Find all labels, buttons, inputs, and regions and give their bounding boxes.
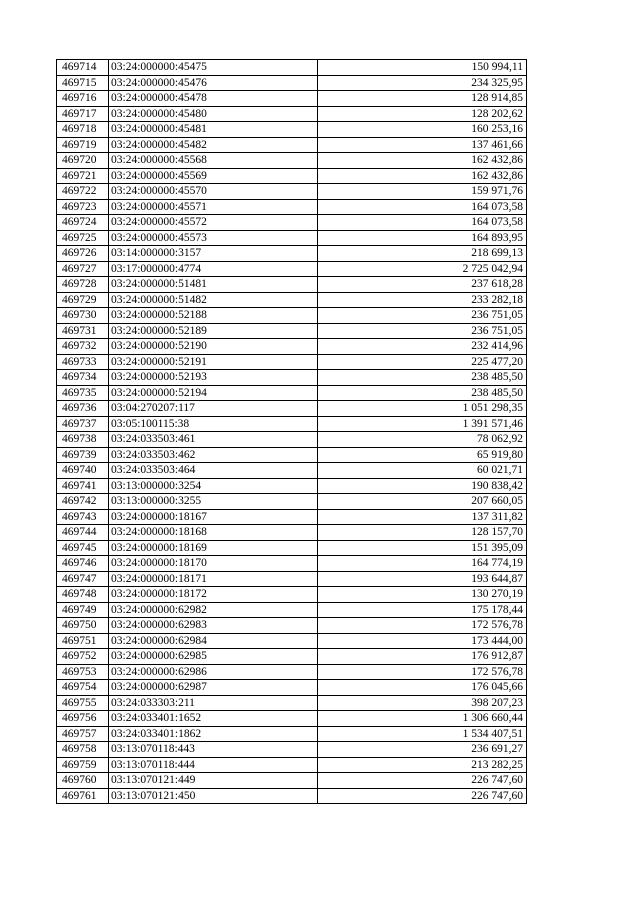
cadastral-number-cell: 03:24:000000:45569 (109, 168, 318, 184)
value-cell: 128 157,70 (318, 525, 527, 541)
row-number-cell: 469756 (57, 711, 109, 727)
value-cell: 238 485,50 (318, 385, 527, 401)
row-number-cell: 469714 (57, 60, 109, 76)
value-cell: 162 432,86 (318, 168, 527, 184)
table-row (57, 370, 527, 386)
cadastral-number-cell: 03:24:033503:464 (109, 463, 318, 479)
value-cell: 172 576,78 (318, 618, 527, 634)
cadastral-number-cell: 03:24:000000:18168 (109, 525, 318, 541)
row-number-cell: 469724 (57, 215, 109, 231)
table-row (57, 230, 527, 246)
row-number-cell: 469757 (57, 726, 109, 742)
value-cell: 137 461,66 (318, 137, 527, 153)
cadastral-number-cell: 03:24:000000:62984 (109, 633, 318, 649)
row-number-cell: 469731 (57, 323, 109, 339)
table-row (57, 385, 527, 401)
cadastral-number-cell: 03:13:000000:3255 (109, 494, 318, 510)
table-row (57, 757, 527, 773)
value-cell: 176 045,66 (318, 680, 527, 696)
value-cell: 128 914,85 (318, 91, 527, 107)
table-row (57, 401, 527, 417)
value-cell: 78 062,92 (318, 432, 527, 448)
cadastral-number-cell: 03:24:000000:52188 (109, 308, 318, 324)
row-number-cell: 469746 (57, 556, 109, 572)
cadastral-number-cell: 03:13:070121:449 (109, 773, 318, 789)
row-number-cell: 469736 (57, 401, 109, 417)
table-row (57, 618, 527, 634)
value-cell: 151 395,09 (318, 540, 527, 556)
value-cell: 232 414,96 (318, 339, 527, 355)
value-cell: 236 751,05 (318, 323, 527, 339)
cadastral-number-cell: 03:24:000000:51481 (109, 277, 318, 293)
value-cell: 164 073,58 (318, 215, 527, 231)
table-row (57, 153, 527, 169)
value-cell: 130 270,19 (318, 587, 527, 603)
table-row (57, 75, 527, 91)
row-number-cell: 469760 (57, 773, 109, 789)
row-number-cell: 469734 (57, 370, 109, 386)
table-row (57, 695, 527, 711)
table-row (57, 494, 527, 510)
table-row (57, 122, 527, 138)
row-number-cell: 469735 (57, 385, 109, 401)
table-row (57, 556, 527, 572)
row-number-cell: 469729 (57, 292, 109, 308)
value-cell: 1 051 298,35 (318, 401, 527, 417)
row-number-cell: 469739 (57, 447, 109, 463)
cadastral-number-cell: 03:24:000000:52194 (109, 385, 318, 401)
cadastral-number-cell: 03:24:033401:1652 (109, 711, 318, 727)
table-row (57, 788, 527, 804)
table-row (57, 292, 527, 308)
row-number-cell: 469750 (57, 618, 109, 634)
cadastral-number-cell: 03:13:070118:444 (109, 757, 318, 773)
value-cell: 234 325,95 (318, 75, 527, 91)
cadastral-number-cell: 03:13:000000:3254 (109, 478, 318, 494)
row-number-cell: 469721 (57, 168, 109, 184)
row-number-cell: 469723 (57, 199, 109, 215)
value-cell: 150 994,11 (318, 60, 527, 76)
row-number-cell: 469733 (57, 354, 109, 370)
row-number-cell: 469751 (57, 633, 109, 649)
table-row (57, 587, 527, 603)
value-cell: 172 576,78 (318, 664, 527, 680)
table-row (57, 773, 527, 789)
row-number-cell: 469755 (57, 695, 109, 711)
cadastral-number-cell: 03:24:000000:62982 (109, 602, 318, 618)
table-row (57, 277, 527, 293)
row-number-cell: 469745 (57, 540, 109, 556)
table-row (57, 726, 527, 742)
cadastral-number-cell: 03:05:100115:38 (109, 416, 318, 432)
table-row (57, 571, 527, 587)
value-cell: 175 178,44 (318, 602, 527, 618)
row-number-cell: 469744 (57, 525, 109, 541)
row-number-cell: 469730 (57, 308, 109, 324)
row-number-cell: 469737 (57, 416, 109, 432)
table-row (57, 308, 527, 324)
cadastral-number-cell: 03:13:070118:443 (109, 742, 318, 758)
table-row (57, 525, 527, 541)
table-row (57, 354, 527, 370)
cadastral-number-cell: 03:24:000000:18167 (109, 509, 318, 525)
cadastral-number-cell: 03:24:000000:52193 (109, 370, 318, 386)
cadastral-number-cell: 03:24:000000:62985 (109, 649, 318, 665)
row-number-cell: 469761 (57, 788, 109, 804)
value-cell: 238 485,50 (318, 370, 527, 386)
table-row (57, 168, 527, 184)
table-row (57, 478, 527, 494)
table-row (57, 633, 527, 649)
value-cell: 164 893,95 (318, 230, 527, 246)
table-row (57, 680, 527, 696)
value-cell: 213 282,25 (318, 757, 527, 773)
cadastral-number-cell: 03:24:000000:45480 (109, 106, 318, 122)
cadastral-number-cell: 03:24:000000:45481 (109, 122, 318, 138)
cadastral-number-cell: 03:24:000000:45475 (109, 60, 318, 76)
value-cell: 218 699,13 (318, 246, 527, 262)
cadastral-number-cell: 03:24:000000:51482 (109, 292, 318, 308)
row-number-cell: 469743 (57, 509, 109, 525)
value-cell: 160 253,16 (318, 122, 527, 138)
cadastral-number-cell: 03:24:000000:52190 (109, 339, 318, 355)
row-number-cell: 469752 (57, 649, 109, 665)
table-row (57, 323, 527, 339)
row-number-cell: 469753 (57, 664, 109, 680)
value-cell: 128 202,62 (318, 106, 527, 122)
value-cell: 226 747,60 (318, 773, 527, 789)
value-cell: 207 660,05 (318, 494, 527, 510)
cadastral-number-cell: 03:24:000000:62983 (109, 618, 318, 634)
value-cell: 162 432,86 (318, 153, 527, 169)
table-row (57, 447, 527, 463)
table-row (57, 463, 527, 479)
table-row (57, 509, 527, 525)
row-number-cell: 469732 (57, 339, 109, 355)
value-cell: 137 311,82 (318, 509, 527, 525)
cadastral-value-table (56, 59, 527, 804)
cadastral-number-cell: 03:24:000000:62987 (109, 680, 318, 696)
table-row (57, 711, 527, 727)
value-cell: 65 919,80 (318, 447, 527, 463)
row-number-cell: 469742 (57, 494, 109, 510)
row-number-cell: 469726 (57, 246, 109, 262)
value-cell: 226 747,60 (318, 788, 527, 804)
row-number-cell: 469740 (57, 463, 109, 479)
row-number-cell: 469715 (57, 75, 109, 91)
table-row (57, 184, 527, 200)
row-number-cell: 469725 (57, 230, 109, 246)
cadastral-number-cell: 03:04:270207:117 (109, 401, 318, 417)
value-cell: 164 073,58 (318, 199, 527, 215)
cadastral-number-cell: 03:24:000000:18171 (109, 571, 318, 587)
cadastral-number-cell: 03:24:000000:45476 (109, 75, 318, 91)
row-number-cell: 469741 (57, 478, 109, 494)
table-row (57, 664, 527, 680)
row-number-cell: 469754 (57, 680, 109, 696)
table-row (57, 540, 527, 556)
value-cell: 2 725 042,94 (318, 261, 527, 277)
value-cell: 237 618,28 (318, 277, 527, 293)
table-row (57, 339, 527, 355)
table-body (57, 60, 527, 804)
row-number-cell: 469718 (57, 122, 109, 138)
value-cell: 236 691,27 (318, 742, 527, 758)
cadastral-number-cell: 03:24:000000:45482 (109, 137, 318, 153)
cadastral-number-cell: 03:24:033503:461 (109, 432, 318, 448)
cadastral-number-cell: 03:24:000000:52191 (109, 354, 318, 370)
row-number-cell: 469720 (57, 153, 109, 169)
table-row (57, 137, 527, 153)
table-row (57, 246, 527, 262)
value-cell: 1 306 660,44 (318, 711, 527, 727)
value-cell: 1 534 407,51 (318, 726, 527, 742)
value-cell: 60 021,71 (318, 463, 527, 479)
cadastral-number-cell: 03:24:033401:1862 (109, 726, 318, 742)
row-number-cell: 469719 (57, 137, 109, 153)
table-row (57, 60, 527, 76)
table-row (57, 602, 527, 618)
cadastral-number-cell: 03:14:000000:3157 (109, 246, 318, 262)
value-cell: 164 774,19 (318, 556, 527, 572)
value-cell: 398 207,23 (318, 695, 527, 711)
row-number-cell: 469738 (57, 432, 109, 448)
value-cell: 173 444,00 (318, 633, 527, 649)
table-row (57, 649, 527, 665)
value-cell: 1 391 571,46 (318, 416, 527, 432)
value-cell: 159 971,76 (318, 184, 527, 200)
table-row (57, 91, 527, 107)
table-row (57, 215, 527, 231)
cadastral-number-cell: 03:24:000000:45571 (109, 199, 318, 215)
row-number-cell: 469727 (57, 261, 109, 277)
table-row (57, 416, 527, 432)
table-row (57, 261, 527, 277)
row-number-cell: 469748 (57, 587, 109, 603)
table-row (57, 742, 527, 758)
value-cell: 193 644,87 (318, 571, 527, 587)
row-number-cell: 469747 (57, 571, 109, 587)
cadastral-number-cell: 03:24:000000:45478 (109, 91, 318, 107)
cadastral-number-cell: 03:24:000000:18169 (109, 540, 318, 556)
value-cell: 225 477,20 (318, 354, 527, 370)
row-number-cell: 469758 (57, 742, 109, 758)
row-number-cell: 469717 (57, 106, 109, 122)
table-row (57, 199, 527, 215)
cadastral-number-cell: 03:17:000000:4774 (109, 261, 318, 277)
cadastral-number-cell: 03:24:000000:45568 (109, 153, 318, 169)
cadastral-number-cell: 03:24:000000:45572 (109, 215, 318, 231)
value-cell: 233 282,18 (318, 292, 527, 308)
cadastral-number-cell: 03:24:033303:211 (109, 695, 318, 711)
row-number-cell: 469728 (57, 277, 109, 293)
value-cell: 190 838,42 (318, 478, 527, 494)
cadastral-number-cell: 03:24:000000:45570 (109, 184, 318, 200)
row-number-cell: 469722 (57, 184, 109, 200)
table-row (57, 106, 527, 122)
cadastral-number-cell: 03:24:033503:462 (109, 447, 318, 463)
value-cell: 176 912,87 (318, 649, 527, 665)
cadastral-number-cell: 03:24:000000:18172 (109, 587, 318, 603)
cadastral-number-cell: 03:24:000000:45573 (109, 230, 318, 246)
row-number-cell: 469716 (57, 91, 109, 107)
row-number-cell: 469759 (57, 757, 109, 773)
cadastral-number-cell: 03:24:000000:52189 (109, 323, 318, 339)
cadastral-number-cell: 03:13:070121:450 (109, 788, 318, 804)
table-row (57, 432, 527, 448)
cadastral-number-cell: 03:24:000000:62986 (109, 664, 318, 680)
cadastral-number-cell: 03:24:000000:18170 (109, 556, 318, 572)
row-number-cell: 469749 (57, 602, 109, 618)
value-cell: 236 751,05 (318, 308, 527, 324)
